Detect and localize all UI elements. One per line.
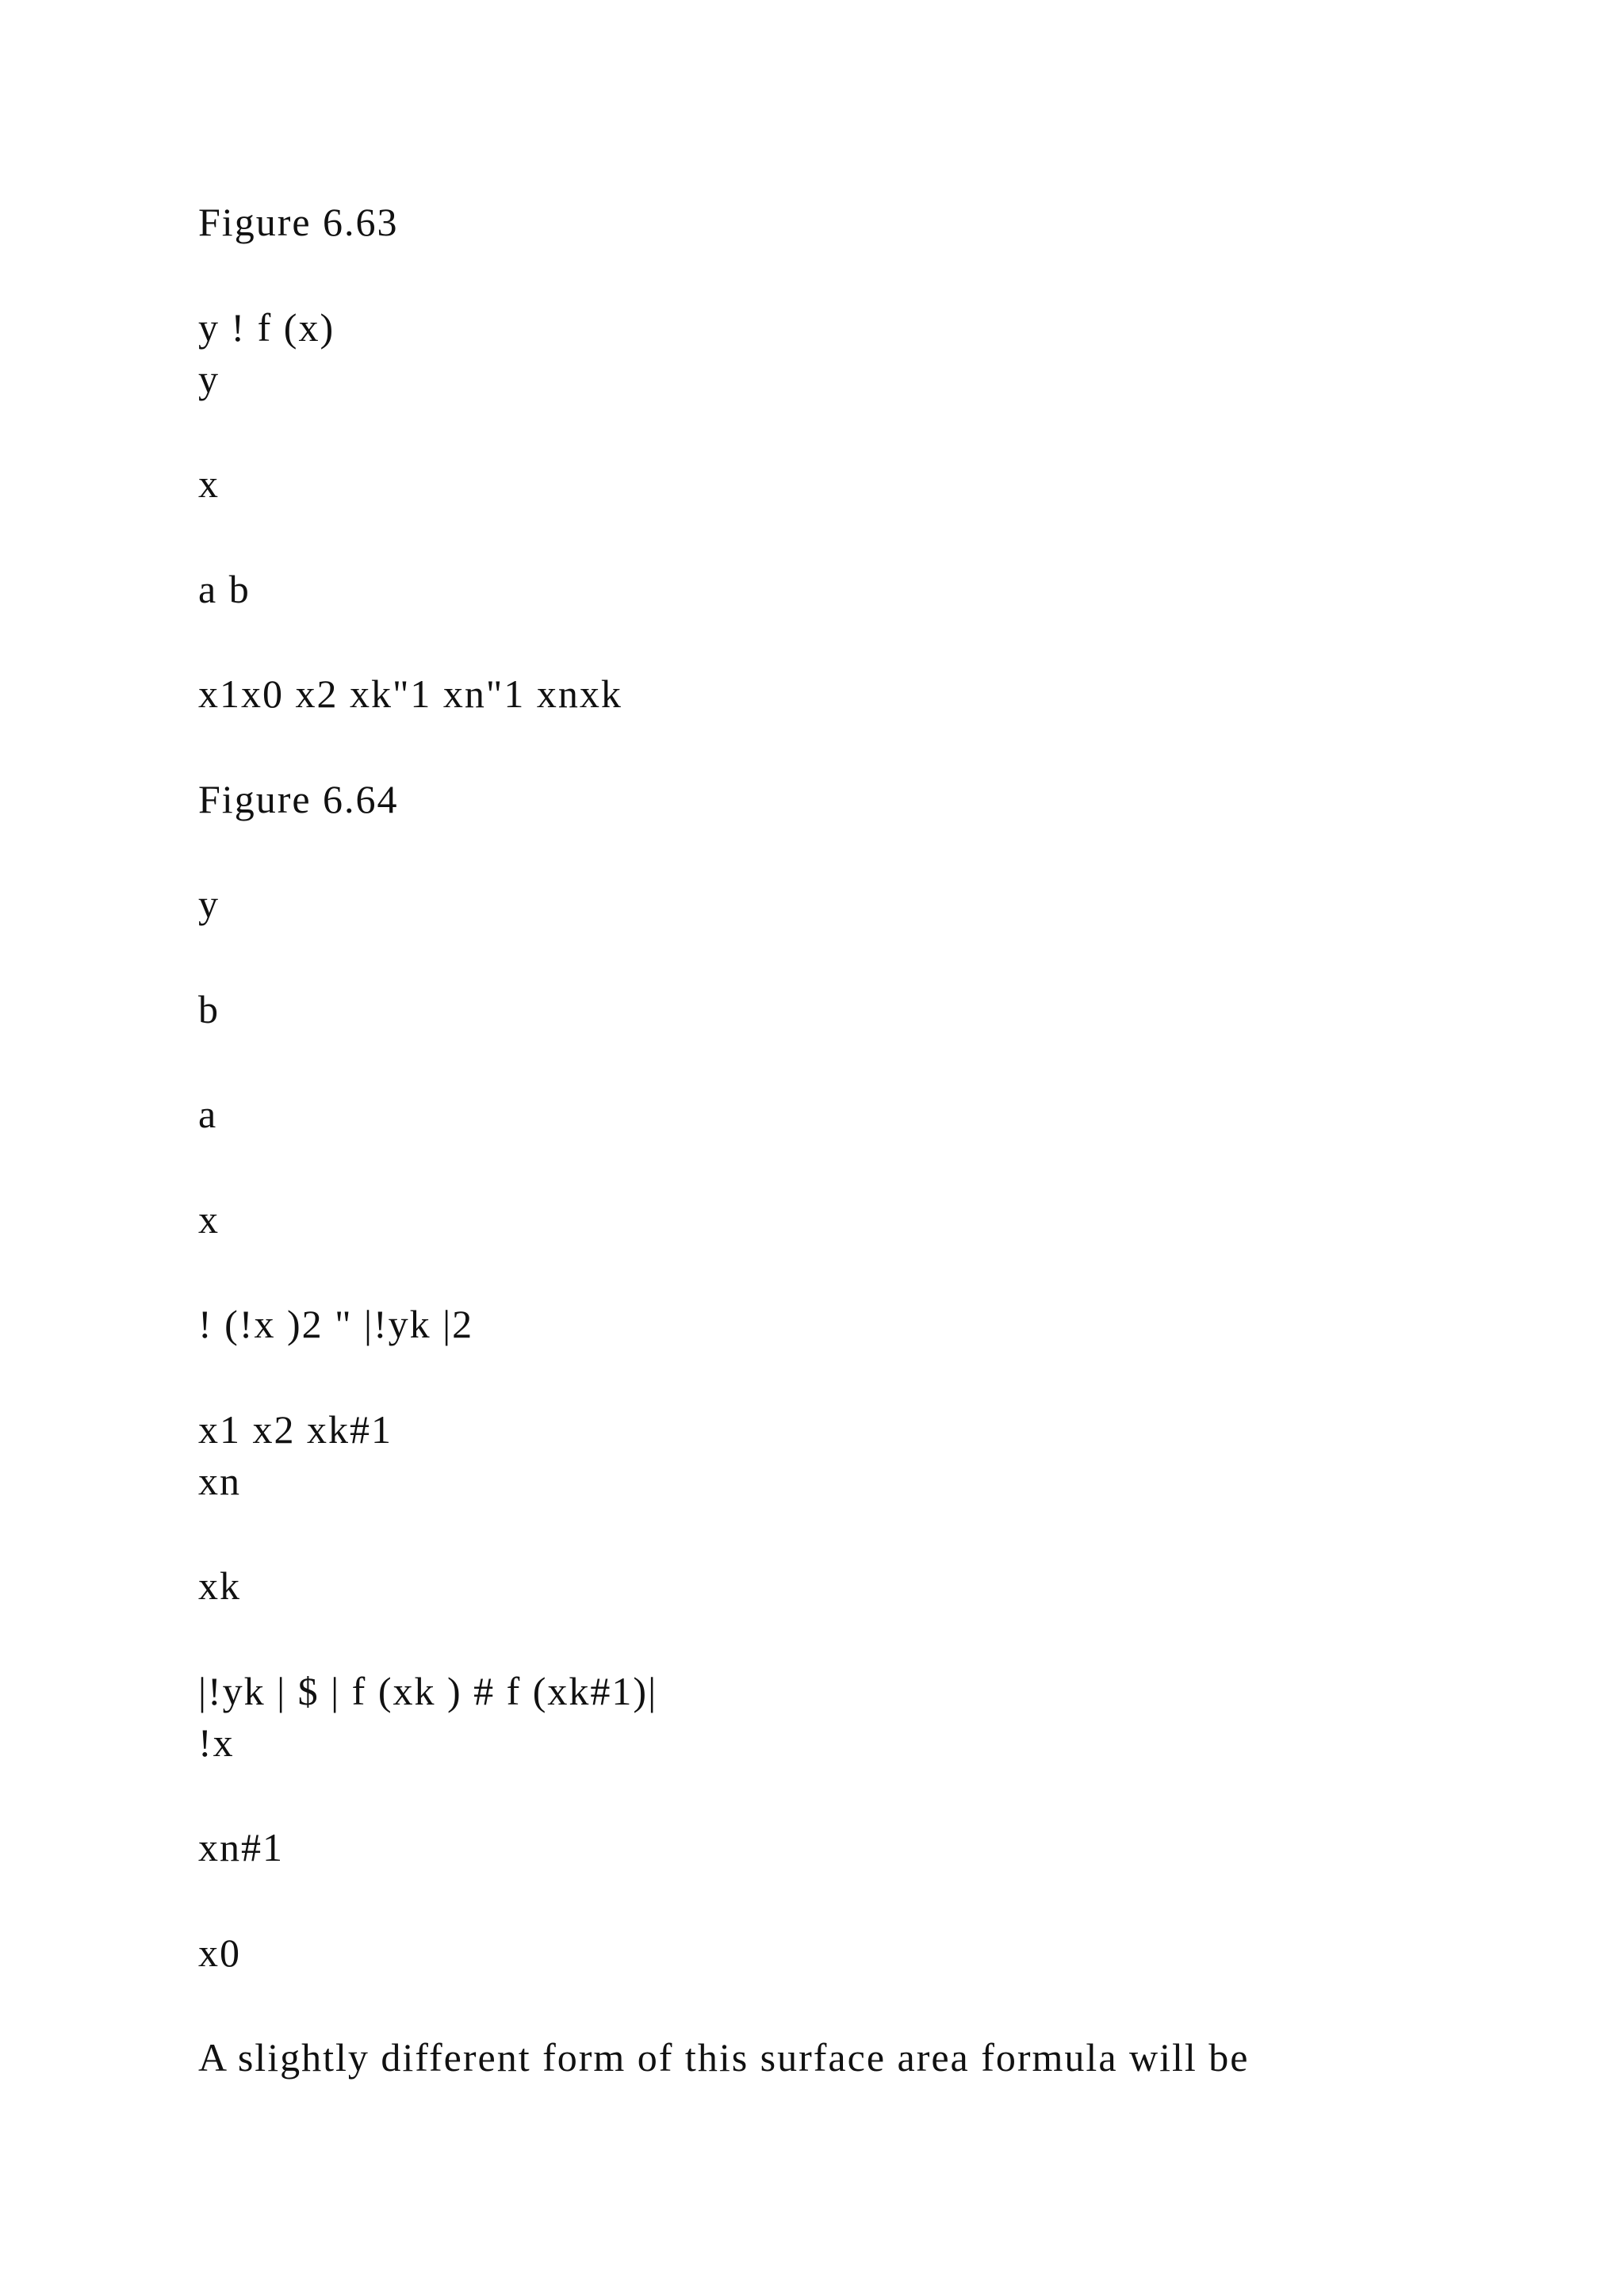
figure-text-line: xn#1 — [198, 1825, 284, 1869]
figure-text-line: !x — [198, 1720, 235, 1765]
figure-text-line: x — [198, 1197, 220, 1242]
figure-text-line: a — [198, 1092, 218, 1136]
body-paragraph: A slightly different form of this surface area formula will be — [198, 2035, 1250, 2080]
figure-text-line: xn — [198, 1459, 241, 1503]
figure-text-line: xk — [198, 1563, 241, 1608]
figure-text-line: x1x0 x2 xk"1 xn"1 xnxk — [198, 672, 622, 716]
figure-text-line: y — [198, 357, 220, 401]
figure-text-line: b — [198, 987, 220, 1031]
figure-text-line: ! (!x )2 " |!yk |2 — [198, 1302, 474, 1346]
figure-caption: Figure 6.64 — [198, 777, 399, 821]
figure-text-line: |!yk | $ | f (xk ) # f (xk#1)| — [198, 1669, 658, 1713]
figure-text-line: y — [198, 882, 220, 926]
figure-text-line: x — [198, 461, 220, 506]
figure-caption: Figure 6.63 — [198, 200, 399, 244]
figure-text-line: a b — [198, 567, 251, 611]
figure-text-line: x1 x2 xk#1 — [198, 1407, 393, 1452]
figure-text-line: x0 — [198, 1931, 241, 1975]
figure-text-line: y ! f (x) — [198, 305, 335, 350]
